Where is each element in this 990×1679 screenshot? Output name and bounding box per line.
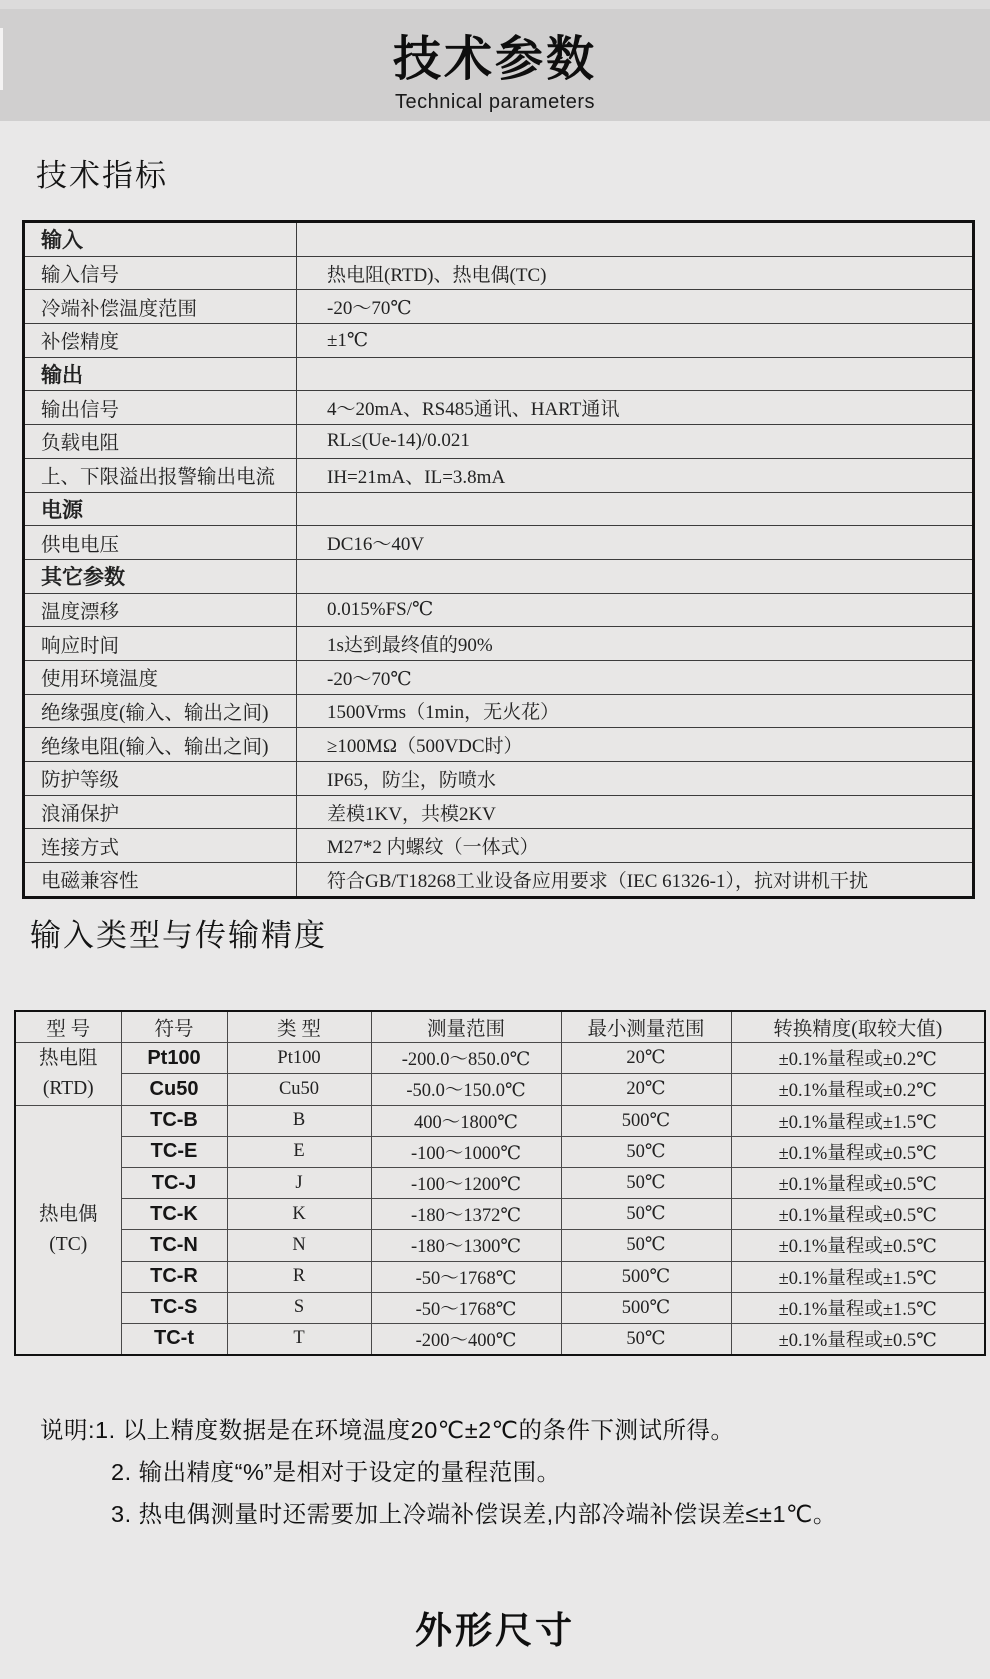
accuracy-cell: ±0.1%量程或±1.5℃ bbox=[731, 1261, 985, 1292]
symbol-cell: TC-B bbox=[121, 1105, 227, 1136]
range-cell: -100～1200℃ bbox=[371, 1167, 561, 1198]
accuracy-cell: ±0.1%量程或±0.5℃ bbox=[731, 1199, 985, 1230]
spec-item-value: 1500Vrms（1min，无火花） bbox=[297, 694, 974, 728]
min-range-cell: 20℃ bbox=[561, 1074, 731, 1105]
spec-item-label: 冷端补偿温度范围 bbox=[24, 290, 297, 324]
symbol-cell: TC-K bbox=[121, 1199, 227, 1230]
accuracy-table bbox=[14, 1010, 986, 1356]
type-cell: J bbox=[227, 1167, 371, 1198]
section-heading-tech-specs: 技术指标 bbox=[36, 158, 168, 193]
spec-item-value: RL≤(Ue-14)/0.021 bbox=[297, 425, 974, 459]
model-sub: (RTD) bbox=[42, 1077, 94, 1099]
table-row bbox=[24, 829, 974, 863]
spec-item-label: 输入信号 bbox=[24, 256, 297, 290]
type-cell: E bbox=[227, 1136, 371, 1167]
accuracy-row bbox=[15, 1323, 985, 1355]
note-line: 2. 输出精度“%”是相对于设定的量程范围。 bbox=[111, 1459, 561, 1485]
type-cell: N bbox=[227, 1230, 371, 1261]
symbol-cell: Cu50 bbox=[121, 1074, 227, 1105]
accuracy-header-cell: 型 号 bbox=[15, 1011, 121, 1043]
top-strip bbox=[0, 0, 990, 9]
accuracy-cell: ±0.1%量程或±0.5℃ bbox=[731, 1323, 985, 1355]
table-row bbox=[24, 492, 974, 526]
spec-table-body bbox=[24, 222, 974, 898]
spec-item-label: 补偿精度 bbox=[24, 324, 297, 358]
accuracy-cell: ±0.1%量程或±0.2℃ bbox=[731, 1043, 985, 1074]
model-group-cell bbox=[15, 1043, 121, 1105]
table-row bbox=[24, 593, 974, 627]
spec-section-label: 电源 bbox=[24, 492, 297, 526]
accuracy-header-cell: 转换精度(取较大值) bbox=[731, 1011, 985, 1043]
accuracy-row bbox=[15, 1043, 985, 1074]
type-cell: B bbox=[227, 1105, 371, 1136]
spec-item-label: 供电电压 bbox=[24, 526, 297, 560]
range-cell: -50.0～150.0℃ bbox=[371, 1074, 561, 1105]
spec-item-value: M27*2 内螺纹（一体式） bbox=[297, 829, 974, 863]
table-row bbox=[24, 391, 974, 425]
table-row bbox=[24, 863, 974, 898]
range-cell: -50～1768℃ bbox=[371, 1292, 561, 1323]
spec-item-value: 符合GB/T18268工业设备应用要求（IEC 61326-1），抗对讲机干扰 bbox=[297, 863, 974, 898]
accuracy-header-cell: 最小测量范围 bbox=[561, 1011, 731, 1043]
spec-item-value: IP65，防尘，防喷水 bbox=[297, 762, 974, 796]
accuracy-row bbox=[15, 1261, 985, 1292]
spec-item-label: 绝缘强度(输入、输出之间) bbox=[24, 694, 297, 728]
accuracy-row bbox=[15, 1199, 985, 1230]
range-cell: -100～1000℃ bbox=[371, 1136, 561, 1167]
accuracy-header-cell: 类 型 bbox=[227, 1011, 371, 1043]
accuracy-row bbox=[15, 1074, 985, 1105]
spec-item-value bbox=[297, 357, 974, 391]
page-subtitle: Technical parameters bbox=[394, 91, 596, 113]
min-range-cell: 50℃ bbox=[561, 1199, 731, 1230]
page-title: 技术参数 bbox=[392, 33, 597, 86]
min-range-cell: 50℃ bbox=[561, 1136, 731, 1167]
spec-item-label: 响应时间 bbox=[24, 627, 297, 661]
table-row bbox=[24, 728, 974, 762]
range-cell: 400～1800℃ bbox=[371, 1105, 561, 1136]
table-row bbox=[24, 425, 974, 459]
type-cell: T bbox=[227, 1323, 371, 1355]
spec-item-value bbox=[297, 222, 974, 257]
model-sub: (TC) bbox=[49, 1233, 88, 1255]
spec-item-value: ≥100MΩ（500VDC时） bbox=[297, 728, 974, 762]
spec-item-value: 差模1KV，共模2KV bbox=[297, 795, 974, 829]
type-cell: Pt100 bbox=[227, 1043, 371, 1074]
spec-item-value: DC16～40V bbox=[297, 526, 974, 560]
spec-item-value: 0.015%FS/℃ bbox=[297, 593, 974, 627]
table-row bbox=[24, 256, 974, 290]
symbol-cell: TC-R bbox=[121, 1261, 227, 1292]
range-cell: -180～1372℃ bbox=[371, 1199, 561, 1230]
notes bbox=[40, 1418, 837, 1544]
min-range-cell: 20℃ bbox=[561, 1043, 731, 1074]
accuracy-row bbox=[15, 1136, 985, 1167]
table-row bbox=[24, 324, 974, 358]
range-cell: -50～1768℃ bbox=[371, 1261, 561, 1292]
note-line bbox=[40, 1418, 837, 1443]
model-name: 热电偶 bbox=[38, 1203, 98, 1225]
spec-item-label: 温度漂移 bbox=[24, 593, 297, 627]
accuracy-cell: ±0.1%量程或±0.5℃ bbox=[731, 1136, 985, 1167]
spec-item-value: -20～70℃ bbox=[297, 660, 974, 694]
range-cell: -200.0～850.0℃ bbox=[371, 1043, 561, 1074]
min-range-cell: 500℃ bbox=[561, 1105, 731, 1136]
accuracy-table-body bbox=[15, 1043, 985, 1355]
accuracy-header-cell: 符号 bbox=[121, 1011, 227, 1043]
spec-section-label: 其它参数 bbox=[24, 559, 297, 593]
table-row bbox=[24, 526, 974, 560]
table-row bbox=[24, 627, 974, 661]
table-row bbox=[24, 357, 974, 391]
symbol-cell: Pt100 bbox=[121, 1043, 227, 1074]
min-range-cell: 500℃ bbox=[561, 1261, 731, 1292]
accuracy-cell: ±0.1%量程或±0.5℃ bbox=[731, 1230, 985, 1261]
spec-item-label: 连接方式 bbox=[24, 829, 297, 863]
symbol-cell: TC-S bbox=[121, 1292, 227, 1323]
spec-item-label: 上、下限溢出报警输出电流 bbox=[24, 458, 297, 492]
accuracy-cell: ±0.1%量程或±0.5℃ bbox=[731, 1167, 985, 1198]
spec-item-value: ±1℃ bbox=[297, 324, 974, 358]
table-row bbox=[24, 762, 974, 796]
min-range-cell: 50℃ bbox=[561, 1167, 731, 1198]
footer-title: 外形尺寸 bbox=[415, 1610, 575, 1651]
range-cell: -200～400℃ bbox=[371, 1323, 561, 1355]
spec-item-value: 1s达到最终值的90% bbox=[297, 627, 974, 661]
table-row bbox=[24, 795, 974, 829]
accuracy-cell: ±0.1%量程或±0.2℃ bbox=[731, 1074, 985, 1105]
min-range-cell: 500℃ bbox=[561, 1292, 731, 1323]
accuracy-row bbox=[15, 1167, 985, 1198]
table-row bbox=[24, 660, 974, 694]
accuracy-header-cell: 测量范围 bbox=[371, 1011, 561, 1043]
spec-item-value: IH=21mA、IL=3.8mA bbox=[297, 458, 974, 492]
model-name: 热电阻 bbox=[38, 1047, 98, 1069]
min-range-cell: 50℃ bbox=[561, 1323, 731, 1355]
accuracy-row bbox=[15, 1105, 985, 1136]
section-heading-input-types: 输入类型与传输精度 bbox=[30, 918, 327, 953]
range-cell: -180～1300℃ bbox=[371, 1230, 561, 1261]
spec-section-label: 输出 bbox=[24, 357, 297, 391]
spec-item-label: 使用环境温度 bbox=[24, 660, 297, 694]
spec-item-value: -20～70℃ bbox=[297, 290, 974, 324]
symbol-cell: TC-t bbox=[121, 1323, 227, 1355]
min-range-cell: 50℃ bbox=[561, 1230, 731, 1261]
symbol-cell: TC-J bbox=[121, 1167, 227, 1198]
spec-item-label: 防护等级 bbox=[24, 762, 297, 796]
spec-item-value: 热电阻(RTD)、热电偶(TC) bbox=[297, 256, 974, 290]
type-cell: Cu50 bbox=[227, 1074, 371, 1105]
table-row bbox=[24, 458, 974, 492]
spec-table bbox=[22, 220, 975, 899]
note-line: 3. 热电偶测量时还需要加上冷端补偿误差,内部冷端补偿误差≤±1℃。 bbox=[111, 1501, 837, 1527]
left-notch bbox=[0, 28, 3, 90]
table-row bbox=[24, 222, 974, 257]
spec-item-value: 4～20mA、RS485通讯、HART通讯 bbox=[297, 391, 974, 425]
table-row bbox=[24, 290, 974, 324]
model-group-cell bbox=[15, 1105, 121, 1355]
accuracy-cell: ±0.1%量程或±1.5℃ bbox=[731, 1105, 985, 1136]
spec-item-label: 输出信号 bbox=[24, 391, 297, 425]
table-row bbox=[24, 694, 974, 728]
type-cell: S bbox=[227, 1292, 371, 1323]
spec-item-label: 电磁兼容性 bbox=[24, 863, 297, 898]
spec-item-value bbox=[297, 559, 974, 593]
type-cell: R bbox=[227, 1261, 371, 1292]
accuracy-row bbox=[15, 1292, 985, 1323]
symbol-cell: TC-N bbox=[121, 1230, 227, 1261]
table-row bbox=[24, 559, 974, 593]
spec-item-label: 负载电阻 bbox=[24, 425, 297, 459]
spec-item-label: 绝缘电阻(输入、输出之间) bbox=[24, 728, 297, 762]
type-cell: K bbox=[227, 1199, 371, 1230]
notes-prefix: 说明: bbox=[40, 1417, 96, 1443]
accuracy-row bbox=[15, 1230, 985, 1261]
spec-item-value bbox=[297, 492, 974, 526]
accuracy-cell: ±0.1%量程或±1.5℃ bbox=[731, 1292, 985, 1323]
header-bar bbox=[0, 9, 990, 121]
spec-item-label: 浪涌保护 bbox=[24, 795, 297, 829]
note-text: 1. 以上精度数据是在环境温度20℃±2℃的条件下测试所得。 bbox=[95, 1417, 735, 1443]
accuracy-header-row bbox=[15, 1011, 985, 1043]
symbol-cell: TC-E bbox=[121, 1136, 227, 1167]
spec-section-label: 输入 bbox=[24, 222, 297, 257]
